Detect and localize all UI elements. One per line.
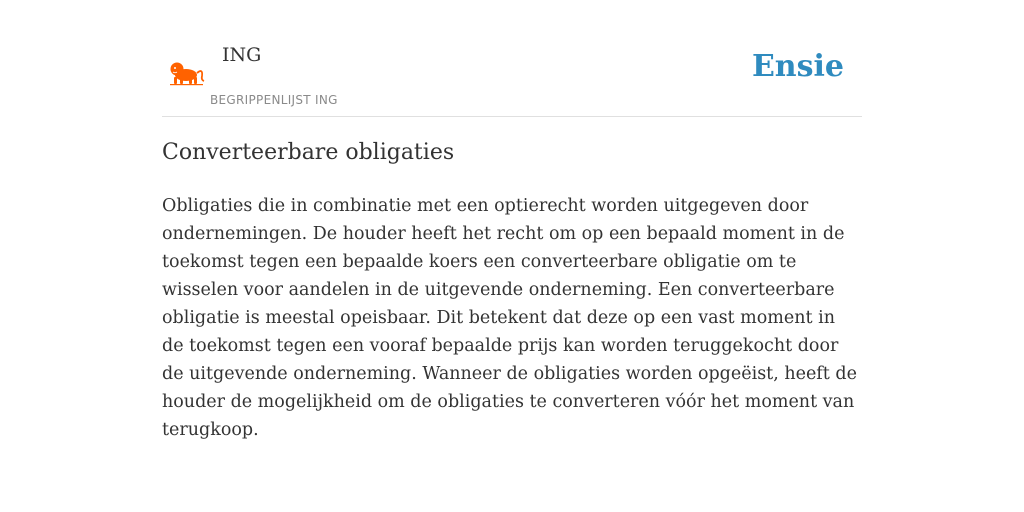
ensie-logo[interactable]: Ensie	[751, 49, 844, 84]
term-definition: Obligaties die in combinatie met een optierecht worden uitgegeven door ondernemingen. De houder heeft het recht om op een bepaald moment in de toekomst tegen een bepaalde koers een converteerbare obligatie om te wisselen voor aandelen in de uitgevende onderneming. Een converteerbare obligatie is meestal opeisbaar. Dit betekent dat deze op een vast moment in de toekomst tegen een vooraf bepaalde prijs kan worden teruggekocht door de uitgevende onderneming. Wanneer de obligaties worden opgeëist, heeft de houder de mogelijkheid om de obligaties te converteren vóór het moment van terugkoop.	[162, 196, 857, 440]
header	[162, 40, 862, 117]
term-title: Converteerbare obligaties	[162, 140, 455, 165]
ing-lion-icon[interactable]	[166, 54, 206, 88]
source-subtitle[interactable]: BEGRIPPENLIJST ING	[210, 93, 338, 107]
source-name[interactable]: ING	[222, 44, 262, 66]
